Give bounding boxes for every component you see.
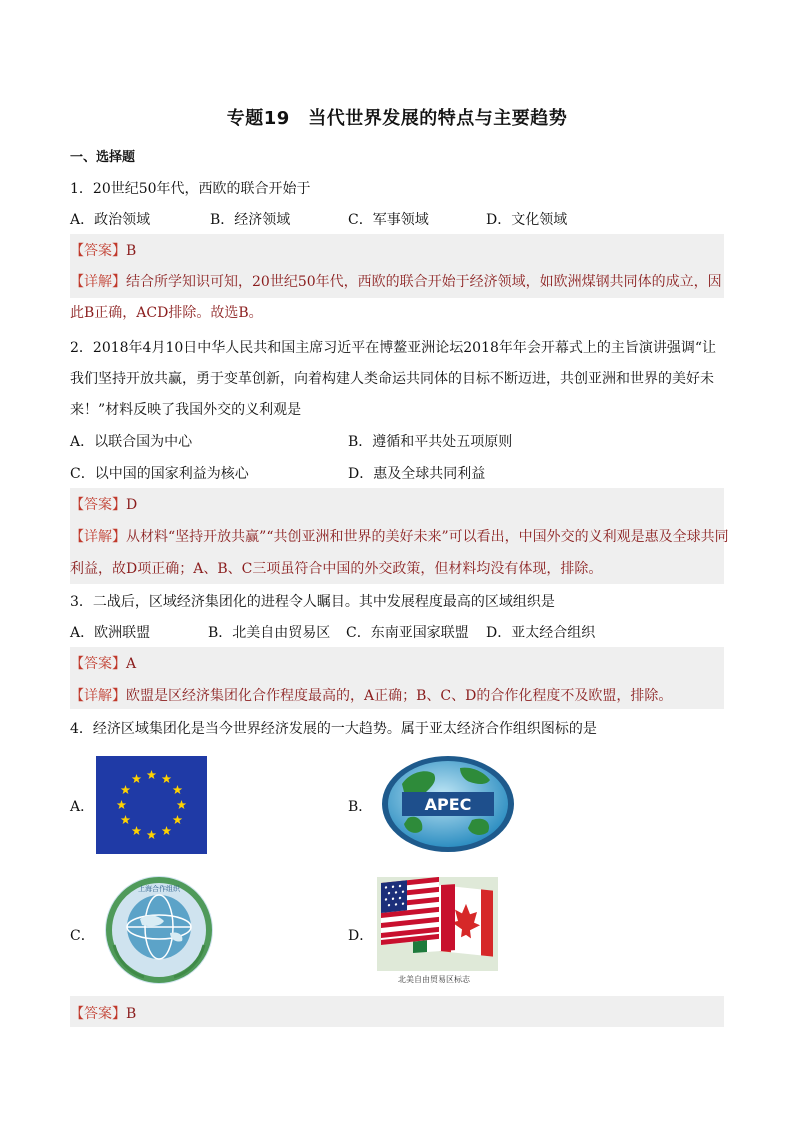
answer-value: D bbox=[126, 497, 138, 513]
answer-tag: 【答案】 bbox=[70, 1006, 126, 1022]
detail-text: 此B正确，ACD排除。故选B。 bbox=[70, 305, 263, 321]
q2-stem-line-2: 我们坚持开放共赢，勇于变革创新，向着构建人类命运共同体的目标不断迈进，共创亚洲和世界的美好未 bbox=[70, 371, 714, 387]
q4-answer-block bbox=[70, 996, 724, 1027]
answer-value: B bbox=[126, 1006, 137, 1022]
q2-option-b: B．遵循和平共处五项原则 bbox=[348, 434, 513, 450]
apec-logo-text: APEC bbox=[424, 795, 472, 814]
detail-text: 从材料“坚持开放共赢”“共创亚洲和世界的美好未来”可以看出，中国外交的义利观是惠及全球共同 bbox=[126, 529, 729, 545]
apec-logo-image bbox=[380, 754, 516, 858]
detail-text: 利益，故D项正确；A、B、C三项虽符合中国的外交政策，但材料均没有体现，排除。 bbox=[70, 561, 603, 577]
q4-option-a: A． bbox=[70, 799, 95, 815]
detail-text: 欧盟是区经济集团化合作程度最高的，A正确；B、C、D的合作化程度不及欧盟，排除。 bbox=[126, 688, 673, 704]
q3-option-a: A．欧洲联盟 bbox=[70, 625, 151, 641]
detail-text: 结合所学知识可知，20世纪50年代，西欧的联合开始于经济领域，如欧洲煤钢共同体的成立，因 bbox=[126, 274, 722, 290]
answer-value: B bbox=[126, 243, 137, 259]
q3-option-c: C．东南亚国家联盟 bbox=[346, 625, 469, 641]
q3-option-d: D．亚太经合组织 bbox=[486, 625, 596, 641]
q1-option-c: C．军事领域 bbox=[348, 212, 429, 228]
q2-option-a: A．以联合国为中心 bbox=[70, 434, 193, 450]
q2-answer bbox=[70, 494, 137, 514]
q3-detail-line-1 bbox=[70, 685, 672, 705]
nafta-flags-image bbox=[377, 877, 498, 975]
detail-tag: 【详解】 bbox=[70, 274, 126, 290]
q4-stem: 4．经济区域集团化是当今世界经济发展的一大趋势。属于亚太经济合作组织图标的是 bbox=[70, 721, 597, 737]
q2-stem-line-3: 来！”材料反映了我国外交的义利观是 bbox=[70, 402, 302, 418]
q2-stem-line-1: 2．2018年4月10日中华人民共和国主席习近平在博鳌亚洲论坛2018年年会开幕式上的主旨演讲强调“让 bbox=[70, 340, 717, 356]
answer-tag: 【答案】 bbox=[70, 656, 126, 672]
q1-option-a: A．政治领域 bbox=[70, 212, 151, 228]
page-title: 专题19 当代世界发展的特点与主要趋势 bbox=[226, 108, 568, 129]
detail-tag: 【详解】 bbox=[70, 688, 126, 704]
eu-flag-image bbox=[96, 756, 207, 858]
nafta-caption: 北美自由贸易区标志 bbox=[398, 975, 470, 984]
q4-answer bbox=[70, 1003, 136, 1023]
sco-logo-image bbox=[100, 875, 218, 989]
q3-answer bbox=[70, 653, 136, 673]
q2-detail-line-1 bbox=[70, 526, 729, 546]
q3-stem: 3．二战后，区域经济集团化的进程令人瞩目。其中发展程度最高的区域组织是 bbox=[70, 594, 555, 610]
q1-answer bbox=[70, 240, 136, 260]
answer-tag: 【答案】 bbox=[70, 243, 126, 259]
q2-detail-line-2 bbox=[70, 558, 602, 578]
q1-detail-line-1 bbox=[70, 271, 722, 291]
q4-option-d: D． bbox=[348, 928, 374, 944]
detail-tag: 【详解】 bbox=[70, 529, 126, 545]
q4-option-b: B． bbox=[348, 799, 373, 815]
q1-option-b: B．经济领域 bbox=[210, 212, 291, 228]
answer-value: A bbox=[126, 656, 137, 672]
q2-option-d: D．惠及全球共同利益 bbox=[348, 466, 486, 482]
sco-logo-text: 上海合作组织 bbox=[138, 885, 180, 893]
q4-option-c: C． bbox=[70, 928, 95, 944]
q1-detail-line-2 bbox=[70, 302, 263, 322]
q2-option-c: C．以中国的国家利益为核心 bbox=[70, 466, 249, 482]
q1-stem: 1．20世纪50年代，西欧的联合开始于 bbox=[70, 181, 311, 197]
section-heading: 一、选择题 bbox=[70, 150, 136, 165]
q1-option-d: D．文化领域 bbox=[486, 212, 568, 228]
answer-tag: 【答案】 bbox=[70, 497, 126, 513]
q3-option-b: B．北美自由贸易区 bbox=[208, 625, 331, 641]
